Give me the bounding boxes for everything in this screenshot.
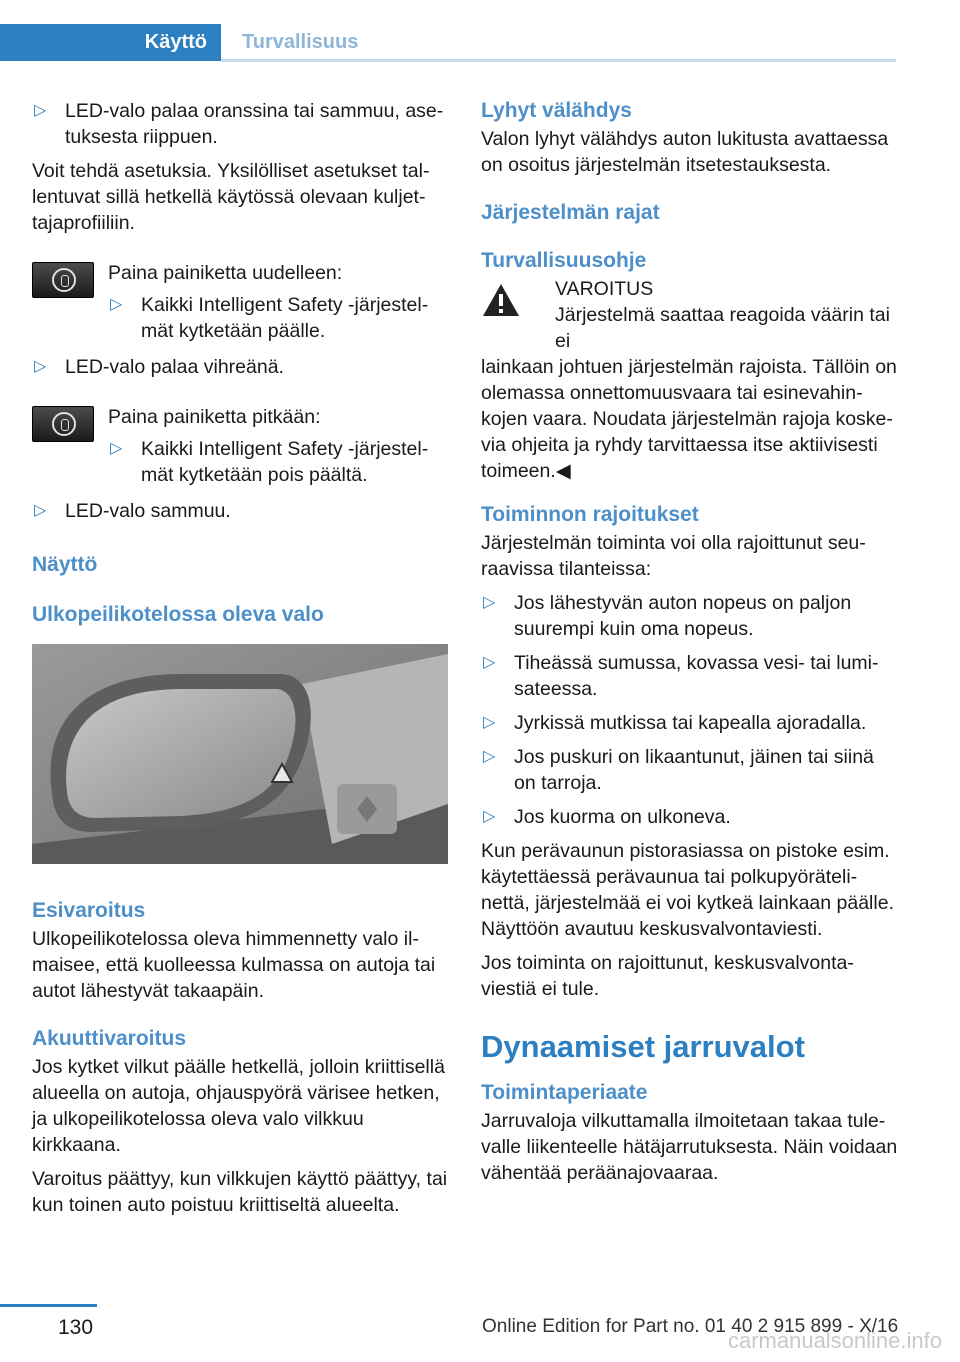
paragraph: Valon lyhyt välähdys auton lukitusta avattaessa on osoitus järjestelmän itsetestauksesta.: [481, 128, 889, 176]
button-instruction: Paina painiketta uudelleen: ▷ Kaikki Intelligent Safety -järjestelmät kytketään päälle.: [32, 260, 450, 344]
bullet-triangle-icon: ▷: [110, 296, 123, 313]
list-item: ▷ Tiheässä sumussa, kovassa vesi- tai lumisateessa.: [483, 652, 879, 700]
paragraph: Voit tehdä asetuksia. Yksilölliset asetukset tallentuvat sillä hetkellä käytössä olevaan kuljettajaprofiiliin.: [32, 160, 430, 234]
paragraph: Varoitus päättyy, kun vilkkujen käyttö päättyy, tai kun toinen auto poistuu kriittiseltä alueelta.: [32, 1168, 448, 1216]
list-item: ▷ Kaikki Intelligent Safety -järjestelmät kytketään päälle.: [110, 294, 429, 342]
section-heading: Järjestelmän rajat: [481, 201, 660, 224]
warning-first-line: Järjestelmä saattaa reagoida väärin tai ei: [555, 304, 890, 352]
section-heading: Toiminnon rajoitukset: [481, 503, 699, 526]
safety-button-icon: [32, 406, 94, 442]
edition-note: Online Edition for Part no. 01 40 2 915 899 - X/16: [482, 1316, 899, 1337]
bullet-triangle-icon: ▷: [483, 748, 496, 765]
list-item: ▷ LED-valo sammuu.: [34, 500, 231, 522]
list-item: ▷ Jos puskuri on likaantunut, jäinen tai siinä on tarroja.: [483, 746, 874, 794]
page-number: 130: [58, 1316, 94, 1339]
warning-title: VAROITUS: [555, 278, 654, 300]
bullet-triangle-icon: ▷: [34, 102, 47, 119]
section-heading: Esivaroitus: [32, 899, 146, 922]
warning-text: lainkaan johtuen järjestelmän rajoista. Tällöin on olemassa onnettomuusvaara tai esinevahinkojen vaara. Noudata järjestelmän rajoja koskevia ohjeita ja ryhdy tarvittaessa itse aktiivisesti toimeen.◀: [481, 356, 897, 482]
paragraph: Ulkopeilikotelossa oleva himmennetty valo ilmaisee, että kuolleessa kulmassa on autoja tai autot lähestyvät takaapäin.: [32, 928, 436, 1002]
footer-divider: [0, 1304, 97, 1307]
bullet-triangle-icon: ▷: [483, 654, 496, 671]
list-item: ▷ Jos lähestyvän auton nopeus on paljon suurempi kuin oma nopeus.: [483, 592, 852, 640]
section-heading: Lyhyt välähdys: [481, 99, 632, 122]
chapter-heading: Dynaamiset jarruvalot: [481, 1029, 805, 1064]
list-item: ▷ Jos kuorma on ulkoneva.: [483, 806, 731, 828]
header-divider: [221, 59, 896, 62]
warning-triangle-icon: [481, 282, 521, 318]
list-item: ▷ LED-valo palaa oranssina tai sammuu, asetuksesta riippuen.: [34, 100, 444, 148]
list-item: ▷ Jyrkissä mutkissa tai kapealla ajoradalla.: [483, 712, 867, 734]
bullet-triangle-icon: ▷: [110, 440, 123, 457]
list-item: ▷ Kaikki Intelligent Safety -järjestelmät kytketään pois päältä.: [110, 438, 429, 486]
section-heading: Näyttö: [32, 553, 98, 576]
bullet-triangle-icon: ▷: [34, 502, 47, 519]
paragraph: Kun perävaunun pistorasiassa on pistoke esim. käytettäessä perävaunua tai polkupyörätelinettä, järjestelmää ei voi kytkeä lainkaan päälle. Näyttöön avautuu keskusvalvontaviesti.: [481, 840, 894, 940]
bullet-triangle-icon: ▷: [483, 714, 496, 731]
paragraph: Jos kytket vilkut päälle hetkellä, jolloin kriittisellä alueella on autoja, ohjauspyörä värisee hetken, ja ulkopeilikotelossa oleva valo vilkkuu kirkkaana.: [32, 1056, 445, 1156]
section-heading: Ulkopeilikotelossa oleva valo: [32, 603, 324, 626]
left-column: [32, 98, 450, 1226]
list-item: ▷ LED-valo palaa vihreänä.: [34, 356, 284, 378]
tab-turvallisuus[interactable]: Turvallisuus: [242, 31, 359, 53]
paragraph: Jos toiminta on rajoittunut, keskusvalvontaviestiä ei tule.: [481, 952, 854, 1000]
section-heading: Turvallisuusohje: [481, 249, 647, 272]
bullet-triangle-icon: ▷: [483, 594, 496, 611]
paragraph: Jarruvaloja vilkuttamalla ilmoitetaan takaa tulevalle liikenteelle hätäjarrutuksesta. Näin voidaan vähentää peräänajovaaraa.: [481, 1110, 898, 1184]
tab-kaytto[interactable]: Käyttö: [144, 31, 207, 53]
right-column: [481, 98, 899, 1194]
bullet-triangle-icon: ▷: [483, 808, 496, 825]
section-heading: Toimintaperiaate: [481, 1081, 648, 1104]
mirror-illustration: [32, 644, 448, 864]
paragraph: Järjestelmän toiminta voi olla rajoittunut seuraavissa tilanteissa:: [481, 532, 866, 580]
watermark: carmanualsonline.info: [727, 1328, 942, 1353]
section-heading: Akuuttivaroitus: [32, 1027, 187, 1050]
bullet-triangle-icon: ▷: [34, 358, 47, 375]
button-instruction: Paina painiketta pitkään: ▷ Kaikki Intelligent Safety -järjestelmät kytketään pois päältä.: [32, 404, 450, 488]
warning-box: [481, 276, 899, 354]
safety-button-icon: [32, 262, 94, 298]
